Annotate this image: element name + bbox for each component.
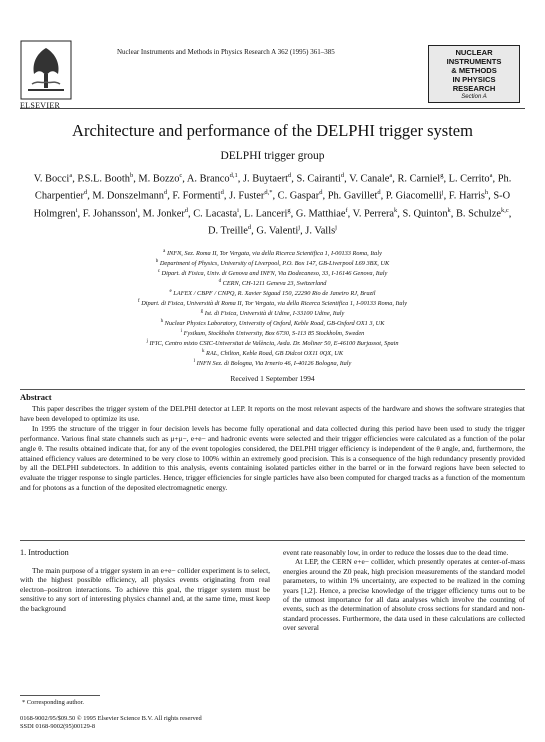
doi-line: SSDI 0168-9002(95)00129-8 [20, 723, 96, 731]
author-affiliation-mark: a [389, 172, 393, 179]
author-affiliation-mark: f [345, 206, 348, 214]
author-name: F. Harris [448, 190, 485, 202]
author-name: C. Gaspar [277, 190, 320, 202]
affiliation-tag: c [157, 269, 160, 274]
author-affiliation-mark: d [83, 189, 88, 197]
journal-box-line: IN PHYSICS [452, 75, 496, 84]
affiliation-text: LAFEX / CBPF / CNPQ, R. Xavier Sigaud 150, 22290 Rio de Janeiro RJ, Brazil [173, 290, 376, 298]
affiliation [95, 288, 450, 298]
author-affiliation-mark: i [135, 206, 138, 214]
author-affiliation-mark: g [440, 172, 444, 179]
author-affiliation-mark: d [319, 189, 323, 197]
body-paragraph: At LEP, the CERN e+e− collider, which presently operates at center-of-mass energies around the Z0 peak, high precision measurements of the standard model parameters, to within 1% uncertainty, are expected to be realized in the coming years [1,2]. Hence, a precise knowledge of the trigger efficiency turns out to be of the utmost importance for all data analyses which involve the counting of events, such as the determination of absolute cross sections for standard and non-standard processes. Furthermore, the data used in these calculations are collected over several [283, 557, 525, 633]
author-affiliation-mark: i [75, 206, 78, 214]
affiliation [95, 278, 450, 288]
author-name: V. Canale [349, 173, 390, 185]
author-affiliation-mark: d [340, 172, 345, 179]
author-name: F. Johansson [82, 208, 136, 219]
author-affiliation-mark: d,* [264, 189, 273, 197]
affiliation [95, 348, 450, 358]
abstract-paragraph: In 1995 the structure of the trigger in four decision levels has become fully operational and data collected during this period have been used to study the trigger performance. Various final state channels such as μ+μ−, e+e− and hadronic events were selected and their trigger efficiencies were calculated as a function of the polar angle θ. The results obtained indicate that, for any of the event topologies considered, the DELPHI trigger efficiency is independent of the θ angle, and, furthermore, the attained efficiency values are determined to be very close to 100% within an extremely good precision. This is a consequence of the high redundancy presently provided by all the DELPHI subdetectors. In addition to this analysis, events containing isolated particles either in the barrel or in the forward regions have been selected to evaluate the trigger response to single particles. Hence, trigger efficiencies for single particles have also been computed for charged tracks as a function of the momentum and for photons as a function of the deposited electromagnetic energy. [20, 423, 525, 493]
affiliation-tag: j [146, 339, 148, 344]
author-affiliation-mark: d [220, 189, 224, 197]
affiliation [95, 328, 450, 338]
affiliation-text: Dipart. di Fisica, Univ. di Genova and INFN, Via Dodecaneso, 33, I-16146 Genova, Italy [161, 270, 388, 278]
affiliation-text: CERN, CH-1211 Geneva 23, Switzerland [222, 280, 327, 288]
author-affiliation-mark: i [237, 206, 239, 214]
author-affiliation-mark: j [298, 223, 301, 231]
author-name: M. Bozzo [138, 173, 180, 185]
author-name: S. Cairanti [296, 173, 341, 185]
author-affiliation-mark: h [484, 189, 489, 197]
journal-box-line: & METHODS [451, 66, 497, 75]
abstract-bottom-divider [20, 540, 525, 541]
affiliation [95, 248, 450, 258]
journal-reference: Nuclear Instruments and Methods in Physics Research A 362 (1995) 361–385 [117, 48, 335, 56]
author-name: J. Buytaert [242, 173, 288, 185]
author-name: L. Cerrito [448, 173, 490, 185]
affiliation [95, 338, 450, 348]
affiliation-tag: b [155, 259, 159, 264]
author-name: S. Quinton [402, 208, 448, 219]
author-list: V. Bocci$^a$, P.S.L. Booth$^b$, M. Bozzo$^c$, A. Branco$^{d,1}$, J. Buytaert$^d$, S. Cairanti$^d$, V. Canale$^a$, R. Carniel$^g$, L. Cerrito$^a$, Ph. Charpentier$^d$, M. Donszelmann$^d$, F. Formenti$^d$, J. Fuster$^{d,*}$, C. Gaspar$^d$, Ph. Gavillet$^d$, P. Giacomelli$^j$, F. Harris$^h$, S-O Holmgren$^i$, F. Johansson$^i$, M. Jonker$^d$, C. Lacasta$^i$, L. Lanceri$^g$, G. Matthiae$^f$, V. Perrera$^k$, S. Quinton$^k$, B. Schulze$^{k,c}$, D. Treille$^d$, G. Valenti$^j$, J. Valls$^j$ [33, 172, 512, 237]
body-paragraph: event rate reasonably low, in order to reduce the losses due to the dead time. [283, 548, 509, 557]
section-heading: 1. Introduction [20, 548, 69, 557]
author-affiliation-mark: g [287, 206, 291, 214]
author-affiliation-mark: d [377, 189, 381, 197]
author-name: B. Schulze [455, 208, 502, 219]
author-affiliation-mark: a [69, 172, 73, 179]
author-name: P.S.L. Booth [77, 173, 130, 185]
affiliation [95, 258, 450, 268]
affiliation-text: IFIC, Centro mixto CSIC-Universitat de València, Avda. Dr. Moliner 50, E-46100 Burjassot, Spain [149, 340, 399, 348]
affiliation [95, 308, 450, 318]
affiliation-tag: d [218, 279, 222, 284]
affiliation-tag: i [180, 329, 183, 334]
affiliation-text: Dipart. di Fisica, Università di Roma II, Tor Vergata, via della Ricerca Scientifica 1, I-00133 Roma, Italy [141, 300, 408, 308]
journal-box-line: NUCLEAR [455, 48, 493, 57]
affiliation-tag: e [169, 289, 172, 294]
affiliation-tag: a [163, 249, 166, 254]
author-affiliation-mark: k [394, 206, 398, 214]
affiliation-text: INFN, Sez. Roma II, Tor Vergata, via della Ricerca Scientifica 1, I-00133 Roma, Italy [166, 250, 382, 258]
author-name: Ph. Charpentier [34, 173, 512, 202]
publisher-logo [20, 40, 72, 100]
abstract-body [20, 404, 525, 493]
copyright-notice [20, 715, 202, 732]
author-affiliation-mark: j [335, 223, 337, 231]
author-name: A. Branco [186, 173, 230, 185]
affiliation [95, 298, 450, 308]
affiliation-text: Department of Physics, University of Liverpool, P.O. Box 147, GB-Liverpool L69 3BX, UK [159, 260, 390, 268]
affiliation [95, 268, 450, 278]
affiliation-text: INFN Sez. di Bologna, Via Irnerio 46, I-40126 Bologna, Italy [196, 360, 352, 368]
left-column [20, 566, 270, 613]
affiliation-tag: g [200, 309, 204, 314]
author-affiliation-mark: d,1 [229, 172, 238, 179]
body-paragraph: The main purpose of a trigger system in an e+e− collider experiment is to select, with the highest possible efficiency, all physics events originating from real electron–positron interactions. To achieve this goal, the trigger system must be sensitive to any sort of interesting physics channel and, at the same time, must keep the background [20, 566, 270, 613]
affiliation-tag: h [160, 319, 164, 324]
affiliation-list [95, 248, 450, 368]
affiliation-tag: f [137, 299, 140, 304]
author-affiliation-mark: k [447, 206, 451, 214]
author-name: C. Lacasta [193, 208, 238, 219]
author-name: J. Valls [305, 225, 336, 237]
affiliation-tag: k [201, 349, 205, 354]
affiliation-tag: l [193, 359, 196, 364]
author-affiliation-mark: d [247, 223, 252, 231]
author-name: J. Fuster [229, 190, 265, 202]
author-name: G. Matthiae [295, 208, 346, 219]
affiliation-text: Fysikum, Stockholm University, Box 6730, S-113 85 Stockholm, Sweden [183, 330, 365, 338]
author-affiliation-mark: j [441, 189, 444, 197]
author-name: Ph. Gavillet [327, 190, 378, 202]
author-affiliation-mark: a [489, 172, 493, 179]
author-group: DELPHI trigger group [220, 150, 325, 162]
affiliation [95, 358, 450, 368]
affiliation-text: Nuclear Physics Laboratory, University of Oxford, Keble Road, GB-Oxford OX1 3, UK [164, 320, 385, 328]
footnote: * Corresponding author. [22, 699, 84, 706]
author-name: F. Formenti [172, 190, 221, 202]
author-name: M. Jonker [142, 208, 185, 219]
affiliation-text: Ist. di Fisica, Università di Udine, I-33100 Udine, Italy [204, 310, 345, 318]
author-affiliation-mark: d [184, 206, 189, 214]
abstract-heading: Abstract [20, 392, 52, 402]
author-affiliation-mark: b [129, 172, 134, 179]
author-affiliation-mark: d [287, 172, 292, 179]
author-name: V. Bocci [33, 173, 70, 185]
journal-box-line: RESEARCH [452, 84, 496, 93]
publisher-name: ELSEVIER [20, 101, 61, 110]
affiliation [95, 318, 450, 328]
author-name: S-O Holmgren [33, 190, 511, 219]
received-date: Received 1 September 1994 [230, 374, 315, 383]
journal-section: Section A [461, 94, 487, 100]
author-name: V. Perrera [352, 208, 395, 219]
abstract-paragraph: This paper describes the trigger system of the DELPHI detector at LEP. It reports on the most relevant aspects of the hardware and shows the software strategies that have been developed to optimize its use. [20, 404, 525, 423]
journal-box-line: INSTRUMENTS [446, 57, 502, 66]
affiliation-text: RAL, Chilton, Keble Road, GB Didcot OX11 0QX, UK [206, 350, 344, 358]
author-affiliation-mark: d [163, 189, 168, 197]
footnote-divider [20, 695, 100, 696]
author-name: D. Treille [208, 225, 248, 237]
author-name: L. Lanceri [244, 208, 288, 219]
author-name: M. Donszelmann [92, 190, 164, 202]
author-affiliation-mark: k,c [501, 206, 509, 214]
copyright-line: 0168-9002/95/$09.50 © 1995 Elsevier Science B.V. All rights reserved [20, 715, 202, 722]
author-name: R. Carniel [397, 173, 441, 185]
author-affiliation-mark: c [179, 172, 183, 179]
journal-box [428, 45, 520, 103]
header-divider [20, 108, 525, 109]
author-name: P. Giacomelli [385, 190, 442, 202]
abstract-top-divider [20, 389, 525, 390]
author-name: G. Valenti [256, 225, 299, 237]
right-column [283, 548, 525, 633]
paper-title: Architecture and performance of the DELPHI trigger system [72, 121, 473, 140]
